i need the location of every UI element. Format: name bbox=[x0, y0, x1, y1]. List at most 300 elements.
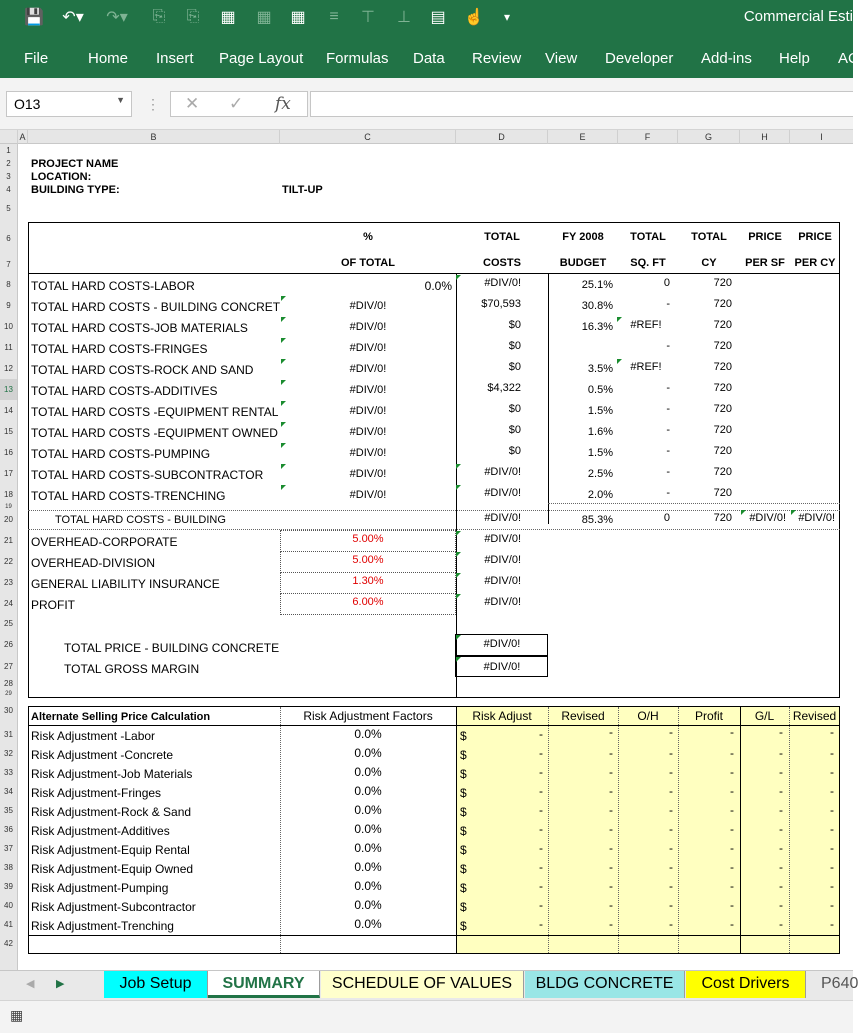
row-header-26[interactable]: 26 bbox=[0, 634, 18, 656]
window-title: Commercial Esti bbox=[743, 8, 853, 25]
cost-row-label: TOTAL HARD COSTS -EQUIPMENT RENTAL bbox=[31, 405, 279, 419]
overhead-row-pct[interactable]: 1.30% bbox=[352, 575, 384, 587]
alt-row-dollar[interactable]: $ bbox=[460, 881, 467, 895]
alt-header-gl: G/L bbox=[754, 709, 775, 723]
alt-row-dollar[interactable]: $ bbox=[460, 748, 467, 762]
alt-row-value[interactable]: - bbox=[669, 765, 673, 779]
cost-row-pct[interactable]: #DIV/0! bbox=[349, 405, 387, 417]
cost-row-cost[interactable]: $0 bbox=[508, 319, 521, 331]
alt-row-value[interactable]: - bbox=[779, 841, 783, 855]
alt-row-factor[interactable]: 0.0% bbox=[354, 860, 382, 874]
alt-row-value[interactable]: - bbox=[830, 898, 834, 912]
alt-row-label: Risk Adjustment-Equip Owned bbox=[31, 862, 194, 876]
header-divider bbox=[28, 273, 840, 274]
cost-row-pct[interactable]: #DIV/0! bbox=[349, 384, 387, 396]
cost-row-pct[interactable]: #DIV/0! bbox=[349, 342, 387, 354]
alt-row-value[interactable]: - bbox=[779, 917, 783, 931]
cost-row-sqft[interactable]: - bbox=[666, 487, 670, 499]
row-header-30[interactable]: 30 bbox=[0, 697, 18, 725]
cost-row-sqft[interactable]: 0 bbox=[663, 277, 670, 289]
alt-row-dollar[interactable]: $ bbox=[460, 729, 467, 743]
total-hard-costs-cost[interactable]: #DIV/0! bbox=[484, 512, 521, 524]
cost-row-label: TOTAL HARD COSTS-ADDITIVES bbox=[31, 384, 218, 398]
tab-help[interactable]: Help bbox=[779, 50, 810, 67]
row-header-34[interactable]: 34 bbox=[0, 782, 18, 801]
alt-row-dollar[interactable]: $ bbox=[460, 843, 467, 857]
cost-row-cost[interactable]: #DIV/0! bbox=[484, 466, 521, 478]
column-header-a[interactable]: A bbox=[18, 130, 28, 144]
comment-indicator-icon bbox=[456, 531, 461, 536]
alt-row-label: Risk Adjustment-Trenching bbox=[31, 919, 174, 933]
row-header-22[interactable]: 22 bbox=[0, 551, 18, 572]
overhead-row-cost[interactable]: #DIV/0! bbox=[484, 554, 521, 566]
alt-row-dollar[interactable]: $ bbox=[460, 786, 467, 800]
alt-row-risk-adjust[interactable]: - bbox=[539, 803, 543, 817]
overhead-row-label: OVERHEAD-CORPORATE bbox=[31, 535, 178, 549]
cost-row-cy[interactable]: 720 bbox=[713, 487, 732, 499]
cost-row-sqft[interactable]: - bbox=[666, 340, 670, 352]
tab-review[interactable]: Review bbox=[472, 50, 522, 67]
alt-row-value[interactable]: - bbox=[609, 803, 613, 817]
tab-data[interactable]: Data bbox=[413, 50, 445, 67]
alt-row-dollar[interactable]: $ bbox=[460, 824, 467, 838]
comment-indicator-icon bbox=[281, 443, 286, 448]
alt-row-factor[interactable]: 0.0% bbox=[354, 917, 382, 931]
tab-developer[interactable]: Developer bbox=[605, 50, 674, 67]
sheet-tab-summary[interactable]: SUMMARY bbox=[208, 971, 320, 998]
row-header-15[interactable]: 15 bbox=[0, 421, 18, 442]
alt-row-factor[interactable]: 0.0% bbox=[354, 765, 382, 779]
alt-row-factor[interactable]: 0.0% bbox=[354, 746, 382, 760]
row-header-7[interactable]: 7 bbox=[0, 255, 18, 274]
select-all-corner[interactable] bbox=[0, 130, 18, 144]
alt-row-label: Risk Adjustment-Subcontractor bbox=[31, 900, 196, 914]
alt-row-value[interactable]: - bbox=[830, 784, 834, 798]
cost-row-cost[interactable]: $70,593 bbox=[481, 298, 521, 310]
cost-row-cy[interactable]: 720 bbox=[713, 382, 732, 394]
overhead-row-pct[interactable]: 6.00% bbox=[352, 596, 384, 608]
total-hard-costs-budget[interactable]: 85.3% bbox=[581, 514, 613, 526]
table-icon[interactable]: ▦ bbox=[220, 9, 236, 26]
cost-row-cost[interactable]: $0 bbox=[508, 445, 521, 457]
alt-header-risk-adjust: Risk Adjust bbox=[472, 709, 532, 723]
scroll-left-icon[interactable]: ◀ bbox=[26, 978, 35, 990]
insert-function-icon[interactable]: fx bbox=[275, 94, 291, 114]
comment-indicator-icon bbox=[456, 552, 461, 557]
total-row-top bbox=[28, 510, 840, 511]
row-header-5[interactable]: 5 bbox=[0, 196, 18, 222]
project-name-label: PROJECT NAME bbox=[31, 158, 119, 170]
row-header-24[interactable]: 24 bbox=[0, 593, 18, 614]
sheet-tab-schedule-of-values[interactable]: SCHEDULE OF VALUES bbox=[321, 971, 524, 998]
gross-margin-label: TOTAL GROSS MARGIN bbox=[64, 662, 200, 676]
macro-record-icon[interactable]: ▦ bbox=[10, 1007, 24, 1023]
row-header-1[interactable]: 1 bbox=[0, 144, 18, 157]
alt-row-value[interactable]: - bbox=[669, 879, 673, 893]
comment-indicator-icon bbox=[281, 296, 286, 301]
cost-row-label: TOTAL HARD COSTS-PUMPING bbox=[31, 447, 211, 461]
row-header-29[interactable]: 29 bbox=[0, 691, 18, 697]
alt-row-value[interactable]: - bbox=[609, 917, 613, 931]
alt-row-dollar[interactable]: $ bbox=[460, 900, 467, 914]
save-icon[interactable]: 💾 bbox=[24, 9, 44, 26]
row-header-23[interactable]: 23 bbox=[0, 572, 18, 593]
overhead-row-label: OVERHEAD-DIVISION bbox=[31, 556, 156, 570]
alt-row-value[interactable]: - bbox=[730, 803, 734, 817]
cost-row-budget[interactable]: 25.1% bbox=[581, 279, 613, 291]
alt-row-value[interactable]: - bbox=[669, 803, 673, 817]
cost-row-cy[interactable]: 720 bbox=[713, 319, 732, 331]
cost-row-cy[interactable]: 720 bbox=[713, 340, 732, 352]
alt-row-risk-adjust[interactable]: - bbox=[539, 765, 543, 779]
overhead-row-cost[interactable]: #DIV/0! bbox=[484, 533, 521, 545]
tab-add-ins[interactable]: Add-ins bbox=[701, 50, 752, 67]
header-sqft-2: SQ. FT bbox=[630, 257, 666, 269]
row-header-21[interactable]: 21 bbox=[0, 530, 18, 551]
alt-row-value[interactable]: - bbox=[669, 860, 673, 874]
alt-row-value[interactable]: - bbox=[609, 879, 613, 893]
header-fy-2: BUDGET bbox=[559, 257, 607, 269]
cost-row-budget[interactable]: 3.5% bbox=[587, 363, 613, 375]
comment-indicator-icon bbox=[281, 359, 286, 364]
cost-row-pct[interactable]: #DIV/0! bbox=[349, 447, 387, 459]
tab-page-layout[interactable]: Page Layout bbox=[219, 50, 304, 67]
sheet-tab-p640[interactable]: P640 bbox=[807, 971, 853, 998]
touch-mode-icon[interactable]: ☝ bbox=[464, 9, 484, 26]
row-header-35[interactable]: 35 bbox=[0, 801, 18, 820]
comment-indicator-icon bbox=[281, 338, 286, 343]
alt-row-factor[interactable]: 0.0% bbox=[354, 879, 382, 893]
cost-row-cy[interactable]: 720 bbox=[713, 445, 732, 457]
row-header-18[interactable]: 18 bbox=[0, 484, 18, 505]
cost-row-cy[interactable]: 720 bbox=[713, 403, 732, 415]
row-header-8[interactable]: 8 bbox=[0, 274, 18, 295]
undo-icon[interactable]: ↶▾ bbox=[62, 9, 84, 26]
align-top-icon[interactable]: ⊤ bbox=[361, 9, 375, 26]
total-hard-costs-pcy[interactable]: #DIV/0! bbox=[798, 512, 835, 524]
alt-row-value[interactable]: - bbox=[830, 746, 834, 760]
row-header-39[interactable]: 39 bbox=[0, 877, 18, 896]
tab-view[interactable]: View bbox=[545, 50, 578, 67]
alt-row-value[interactable]: - bbox=[779, 822, 783, 836]
column-header-g[interactable]: G bbox=[678, 130, 740, 144]
total-hard-costs-sqft[interactable]: 0 bbox=[663, 512, 670, 524]
alt-row-factor[interactable]: 0.0% bbox=[354, 841, 382, 855]
alt-row-value[interactable]: - bbox=[669, 784, 673, 798]
total-price-value[interactable]: #DIV/0! bbox=[483, 638, 521, 650]
alt-row-value[interactable]: - bbox=[779, 860, 783, 874]
overhead-row-label: PROFIT bbox=[31, 598, 75, 612]
alt-row-value[interactable]: - bbox=[609, 841, 613, 855]
alt-row-value[interactable]: - bbox=[779, 784, 783, 798]
comment-indicator-icon bbox=[741, 510, 746, 515]
alt-row-value[interactable]: - bbox=[609, 765, 613, 779]
cost-row-sqft[interactable]: - bbox=[666, 382, 670, 394]
row-header-6[interactable]: 6 bbox=[0, 222, 18, 255]
cost-row-budget[interactable]: 2.5% bbox=[587, 468, 613, 480]
formula-buttons bbox=[170, 91, 308, 117]
redo-icon[interactable]: ↷▾ bbox=[106, 9, 128, 26]
alt-row-value[interactable]: - bbox=[669, 725, 673, 739]
header-sqft-1: TOTAL bbox=[630, 231, 666, 243]
alt-row-value[interactable]: - bbox=[830, 860, 834, 874]
cost-row-cost[interactable]: $4,322 bbox=[487, 382, 521, 394]
total-price-label: TOTAL PRICE - BUILDING CONCRETE bbox=[64, 641, 280, 655]
cost-row-sqft[interactable]: #REF! bbox=[630, 361, 662, 373]
alt-row-value[interactable]: - bbox=[779, 879, 783, 893]
alt-row-value[interactable]: - bbox=[609, 822, 613, 836]
alt-row-factor[interactable]: 0.0% bbox=[354, 803, 382, 817]
cost-row-cy[interactable]: 720 bbox=[713, 466, 732, 478]
grid-icon[interactable]: ▦ bbox=[256, 9, 272, 26]
paste-icon[interactable]: ⎘ bbox=[186, 8, 200, 25]
row-header-42[interactable]: 42 bbox=[0, 934, 18, 954]
cost-row-sqft[interactable]: - bbox=[666, 298, 670, 310]
sheet-tab-bar bbox=[0, 970, 859, 1000]
alt-row-value[interactable]: - bbox=[830, 917, 834, 931]
row-header-10[interactable]: 10 bbox=[0, 316, 18, 337]
alt-row-risk-adjust[interactable]: - bbox=[539, 822, 543, 836]
alt-row-value[interactable]: - bbox=[779, 803, 783, 817]
alt-row-risk-adjust[interactable]: - bbox=[539, 879, 543, 893]
cost-row-sqft[interactable]: - bbox=[666, 466, 670, 478]
alt-row-value[interactable]: - bbox=[669, 841, 673, 855]
cost-row-cost[interactable]: #DIV/0! bbox=[484, 487, 521, 499]
alt-row-value[interactable]: - bbox=[730, 725, 734, 739]
row-header-28[interactable]: 28 bbox=[0, 677, 18, 691]
alt-row-value[interactable]: - bbox=[669, 746, 673, 760]
row-header-9[interactable]: 9 bbox=[0, 295, 18, 316]
formula-input[interactable] bbox=[310, 91, 853, 117]
tab-file[interactable]: File bbox=[24, 50, 49, 67]
row-header-13[interactable]: 13 bbox=[0, 379, 18, 400]
alt-row-risk-adjust[interactable]: - bbox=[539, 746, 543, 760]
alt-row-risk-adjust[interactable]: - bbox=[539, 784, 543, 798]
customize-qat-icon[interactable]: ▾ bbox=[503, 10, 511, 24]
row-header-41[interactable]: 41 bbox=[0, 915, 18, 934]
cost-row-pct[interactable]: #DIV/0! bbox=[349, 468, 387, 480]
alt-row-value[interactable]: - bbox=[730, 841, 734, 855]
cost-row-sqft[interactable]: #REF! bbox=[630, 319, 662, 331]
cost-row-cost[interactable]: $0 bbox=[508, 361, 521, 373]
row-header-33[interactable]: 33 bbox=[0, 763, 18, 782]
alt-row-risk-adjust[interactable]: - bbox=[539, 917, 543, 931]
alt-row-value[interactable]: - bbox=[730, 765, 734, 779]
cost-row-budget[interactable]: 30.8% bbox=[581, 300, 613, 312]
row-header-19[interactable]: 19 bbox=[0, 505, 18, 510]
cost-row-budget[interactable]: 1.5% bbox=[587, 447, 613, 459]
alt-row-value[interactable]: - bbox=[830, 879, 834, 893]
alt-footer-divider bbox=[28, 935, 840, 936]
cost-row-cy[interactable]: 720 bbox=[713, 277, 732, 289]
cost-row-pct[interactable]: #DIV/0! bbox=[349, 321, 387, 333]
total-hard-costs-psf[interactable]: #DIV/0! bbox=[749, 512, 786, 524]
row-header-11[interactable]: 11 bbox=[0, 337, 18, 358]
tab-home[interactable]: Home bbox=[88, 50, 129, 67]
row-header-16[interactable]: 16 bbox=[0, 442, 18, 463]
cancel-icon[interactable]: ✕ bbox=[185, 94, 200, 113]
alt-row-dollar[interactable]: $ bbox=[460, 919, 467, 933]
alt-row-value[interactable]: - bbox=[779, 746, 783, 760]
comment-indicator-icon bbox=[456, 275, 461, 280]
alt-row-value[interactable]: - bbox=[669, 917, 673, 931]
resize-handle-icon[interactable]: ⋮ bbox=[146, 96, 160, 112]
alt-header-profit: Profit bbox=[694, 709, 723, 723]
cost-row-budget[interactable]: 1.5% bbox=[587, 405, 613, 417]
alt-row-value[interactable]: - bbox=[830, 725, 834, 739]
alt-row-value[interactable]: - bbox=[609, 898, 613, 912]
alt-row-value[interactable]: - bbox=[669, 898, 673, 912]
alt-row-factor[interactable]: 0.0% bbox=[354, 784, 382, 798]
sheet-tab-cost-drivers[interactable]: Cost Drivers bbox=[686, 971, 806, 998]
cost-row-cost[interactable]: $0 bbox=[508, 403, 521, 415]
tab-ac[interactable]: AC bbox=[838, 50, 859, 67]
alt-row-value[interactable]: - bbox=[730, 822, 734, 836]
total-hard-costs-cy[interactable]: 720 bbox=[713, 512, 732, 524]
column-header-i[interactable]: I bbox=[790, 130, 853, 144]
align-left-icon[interactable]: ≡ bbox=[329, 8, 339, 25]
row-header-17[interactable]: 17 bbox=[0, 463, 18, 484]
alt-row-factor[interactable]: 0.0% bbox=[354, 898, 382, 912]
cost-row-cy[interactable]: 720 bbox=[713, 298, 732, 310]
tab-insert[interactable]: Insert bbox=[156, 50, 194, 67]
align-bottom-icon[interactable]: ⊥ bbox=[397, 9, 411, 26]
column-header-e[interactable]: E bbox=[548, 130, 618, 144]
overhead-row-pct[interactable]: 5.00% bbox=[352, 554, 384, 566]
alt-row-value[interactable]: - bbox=[779, 765, 783, 779]
cost-row-pct[interactable]: 0.0% bbox=[424, 279, 452, 293]
row-header-25[interactable]: 25 bbox=[0, 614, 18, 634]
cost-row-cost[interactable]: $0 bbox=[508, 340, 521, 352]
cost-row-budget[interactable]: 1.6% bbox=[587, 426, 613, 438]
alt-row-dollar[interactable]: $ bbox=[460, 767, 467, 781]
row-header-32[interactable]: 32 bbox=[0, 744, 18, 763]
alt-row-risk-adjust[interactable]: - bbox=[539, 860, 543, 874]
column-header-h[interactable]: H bbox=[740, 130, 790, 144]
overhead-row-cost[interactable]: #DIV/0! bbox=[484, 575, 521, 587]
name-box[interactable] bbox=[6, 91, 132, 117]
row-header-14[interactable]: 14 bbox=[0, 400, 18, 421]
building-type-value: TILT-UP bbox=[282, 184, 323, 196]
alt-row-value[interactable]: - bbox=[830, 803, 834, 817]
row-header-4[interactable]: 4 bbox=[0, 183, 18, 196]
gross-margin-value[interactable]: #DIV/0! bbox=[483, 661, 521, 673]
column-header-c[interactable]: C bbox=[280, 130, 456, 144]
cost-row-pct[interactable]: #DIV/0! bbox=[349, 426, 387, 438]
alt-row-value[interactable]: - bbox=[730, 917, 734, 931]
row-header-3[interactable]: 3 bbox=[0, 170, 18, 183]
tab-formulas[interactable]: Formulas bbox=[326, 50, 389, 67]
alt-row-value[interactable]: - bbox=[609, 860, 613, 874]
header-cy-2: CY bbox=[701, 257, 717, 269]
comment-indicator-icon bbox=[281, 380, 286, 385]
alt-row-label: Risk Adjustment-Rock & Sand bbox=[31, 805, 192, 819]
row-header-2[interactable]: 2 bbox=[0, 157, 18, 170]
alt-row-factor[interactable]: 0.0% bbox=[354, 727, 382, 741]
cost-row-label: TOTAL HARD COSTS-JOB MATERIALS bbox=[31, 321, 248, 335]
enter-icon[interactable]: ✓ bbox=[229, 94, 244, 113]
overhead-row-pct[interactable]: 5.00% bbox=[352, 533, 384, 545]
cost-row-sqft[interactable]: - bbox=[666, 445, 670, 457]
cost-row-cy[interactable]: 720 bbox=[713, 361, 732, 373]
row-header-27[interactable]: 27 bbox=[0, 656, 18, 677]
cost-row-pct[interactable]: #DIV/0! bbox=[349, 363, 387, 375]
row-header-31[interactable]: 31 bbox=[0, 725, 18, 744]
cost-row-label: TOTAL HARD COSTS-SUBCONTRACTOR bbox=[31, 468, 264, 482]
alt-row-label: Risk Adjustment -Labor bbox=[31, 729, 156, 743]
column-header-d[interactable]: D bbox=[456, 130, 548, 144]
alt-header-factors: Risk Adjustment Factors bbox=[303, 709, 433, 723]
clipboard-icon[interactable]: ⎘ bbox=[152, 8, 166, 25]
alt-row-value[interactable]: - bbox=[609, 725, 613, 739]
cost-row-cost[interactable]: $0 bbox=[508, 424, 521, 436]
alt-row-value[interactable]: - bbox=[609, 746, 613, 760]
scroll-right-icon[interactable]: ▶ bbox=[56, 978, 65, 990]
row-header-12[interactable]: 12 bbox=[0, 358, 18, 379]
alt-row-risk-adjust[interactable]: - bbox=[539, 841, 543, 855]
building-type-label: BUILDING TYPE: bbox=[31, 184, 120, 196]
title-bar bbox=[0, 0, 853, 36]
sheet-tab-bldg-concrete[interactable]: BLDG CONCRETE bbox=[525, 971, 685, 998]
alt-row-value[interactable]: - bbox=[730, 898, 734, 912]
alt-row-value[interactable]: - bbox=[830, 841, 834, 855]
cost-row-budget[interactable]: 2.0% bbox=[587, 489, 613, 501]
header-pct-2: OF TOTAL bbox=[341, 257, 395, 269]
alt-row-factor[interactable]: 0.0% bbox=[354, 822, 382, 836]
alt-row-value[interactable]: - bbox=[730, 746, 734, 760]
alt-row-value[interactable]: - bbox=[730, 860, 734, 874]
cost-row-pct[interactable]: #DIV/0! bbox=[349, 300, 387, 312]
row-header-38[interactable]: 38 bbox=[0, 858, 18, 877]
alt-row-value[interactable]: - bbox=[830, 822, 834, 836]
alt-row-dollar[interactable]: $ bbox=[460, 862, 467, 876]
row-header-37[interactable]: 37 bbox=[0, 839, 18, 858]
alt-row-risk-adjust[interactable]: - bbox=[539, 898, 543, 912]
cost-row-cost[interactable]: #DIV/0! bbox=[484, 277, 521, 289]
row-header-36[interactable]: 36 bbox=[0, 820, 18, 839]
borders-icon[interactable]: ▦ bbox=[290, 9, 306, 26]
cost-row-label: TOTAL HARD COSTS - BUILDING CONCRET bbox=[31, 300, 281, 314]
cost-row-pct[interactable]: #DIV/0! bbox=[349, 489, 387, 501]
row-header-20[interactable]: 20 bbox=[0, 510, 18, 530]
status-bar bbox=[0, 1000, 853, 1033]
form-icon[interactable]: ▤ bbox=[430, 9, 446, 26]
overhead-row-label: GENERAL LIABILITY INSURANCE bbox=[31, 577, 220, 591]
cost-row-sqft[interactable]: - bbox=[666, 424, 670, 436]
column-header-f[interactable]: F bbox=[618, 130, 678, 144]
chevron-down-icon[interactable]: ▼ bbox=[116, 95, 125, 105]
cost-row-budget[interactable]: 0.5% bbox=[587, 384, 613, 396]
sheet-tab-job-setup[interactable]: Job Setup bbox=[104, 971, 208, 998]
cost-row-sqft[interactable]: - bbox=[666, 403, 670, 415]
cost-row-label: TOTAL HARD COSTS-FRINGES bbox=[31, 342, 208, 356]
row-header-40[interactable]: 40 bbox=[0, 896, 18, 915]
column-header-b[interactable]: B bbox=[28, 130, 280, 144]
alt-row-value[interactable]: - bbox=[730, 784, 734, 798]
alt-row-value[interactable]: - bbox=[830, 765, 834, 779]
overhead-row-cost[interactable]: #DIV/0! bbox=[484, 596, 521, 608]
cost-row-cy[interactable]: 720 bbox=[713, 424, 732, 436]
cost-row-budget[interactable]: 16.3% bbox=[581, 321, 613, 333]
alt-row-value[interactable]: - bbox=[779, 898, 783, 912]
comment-indicator-icon bbox=[791, 510, 796, 515]
alt-row-value[interactable]: - bbox=[730, 879, 734, 893]
alt-row-value[interactable]: - bbox=[779, 725, 783, 739]
alt-row-value[interactable]: - bbox=[669, 822, 673, 836]
alt-row-risk-adjust[interactable]: - bbox=[539, 727, 543, 741]
alt-row-value[interactable]: - bbox=[609, 784, 613, 798]
alt-row-dollar[interactable]: $ bbox=[460, 805, 467, 819]
